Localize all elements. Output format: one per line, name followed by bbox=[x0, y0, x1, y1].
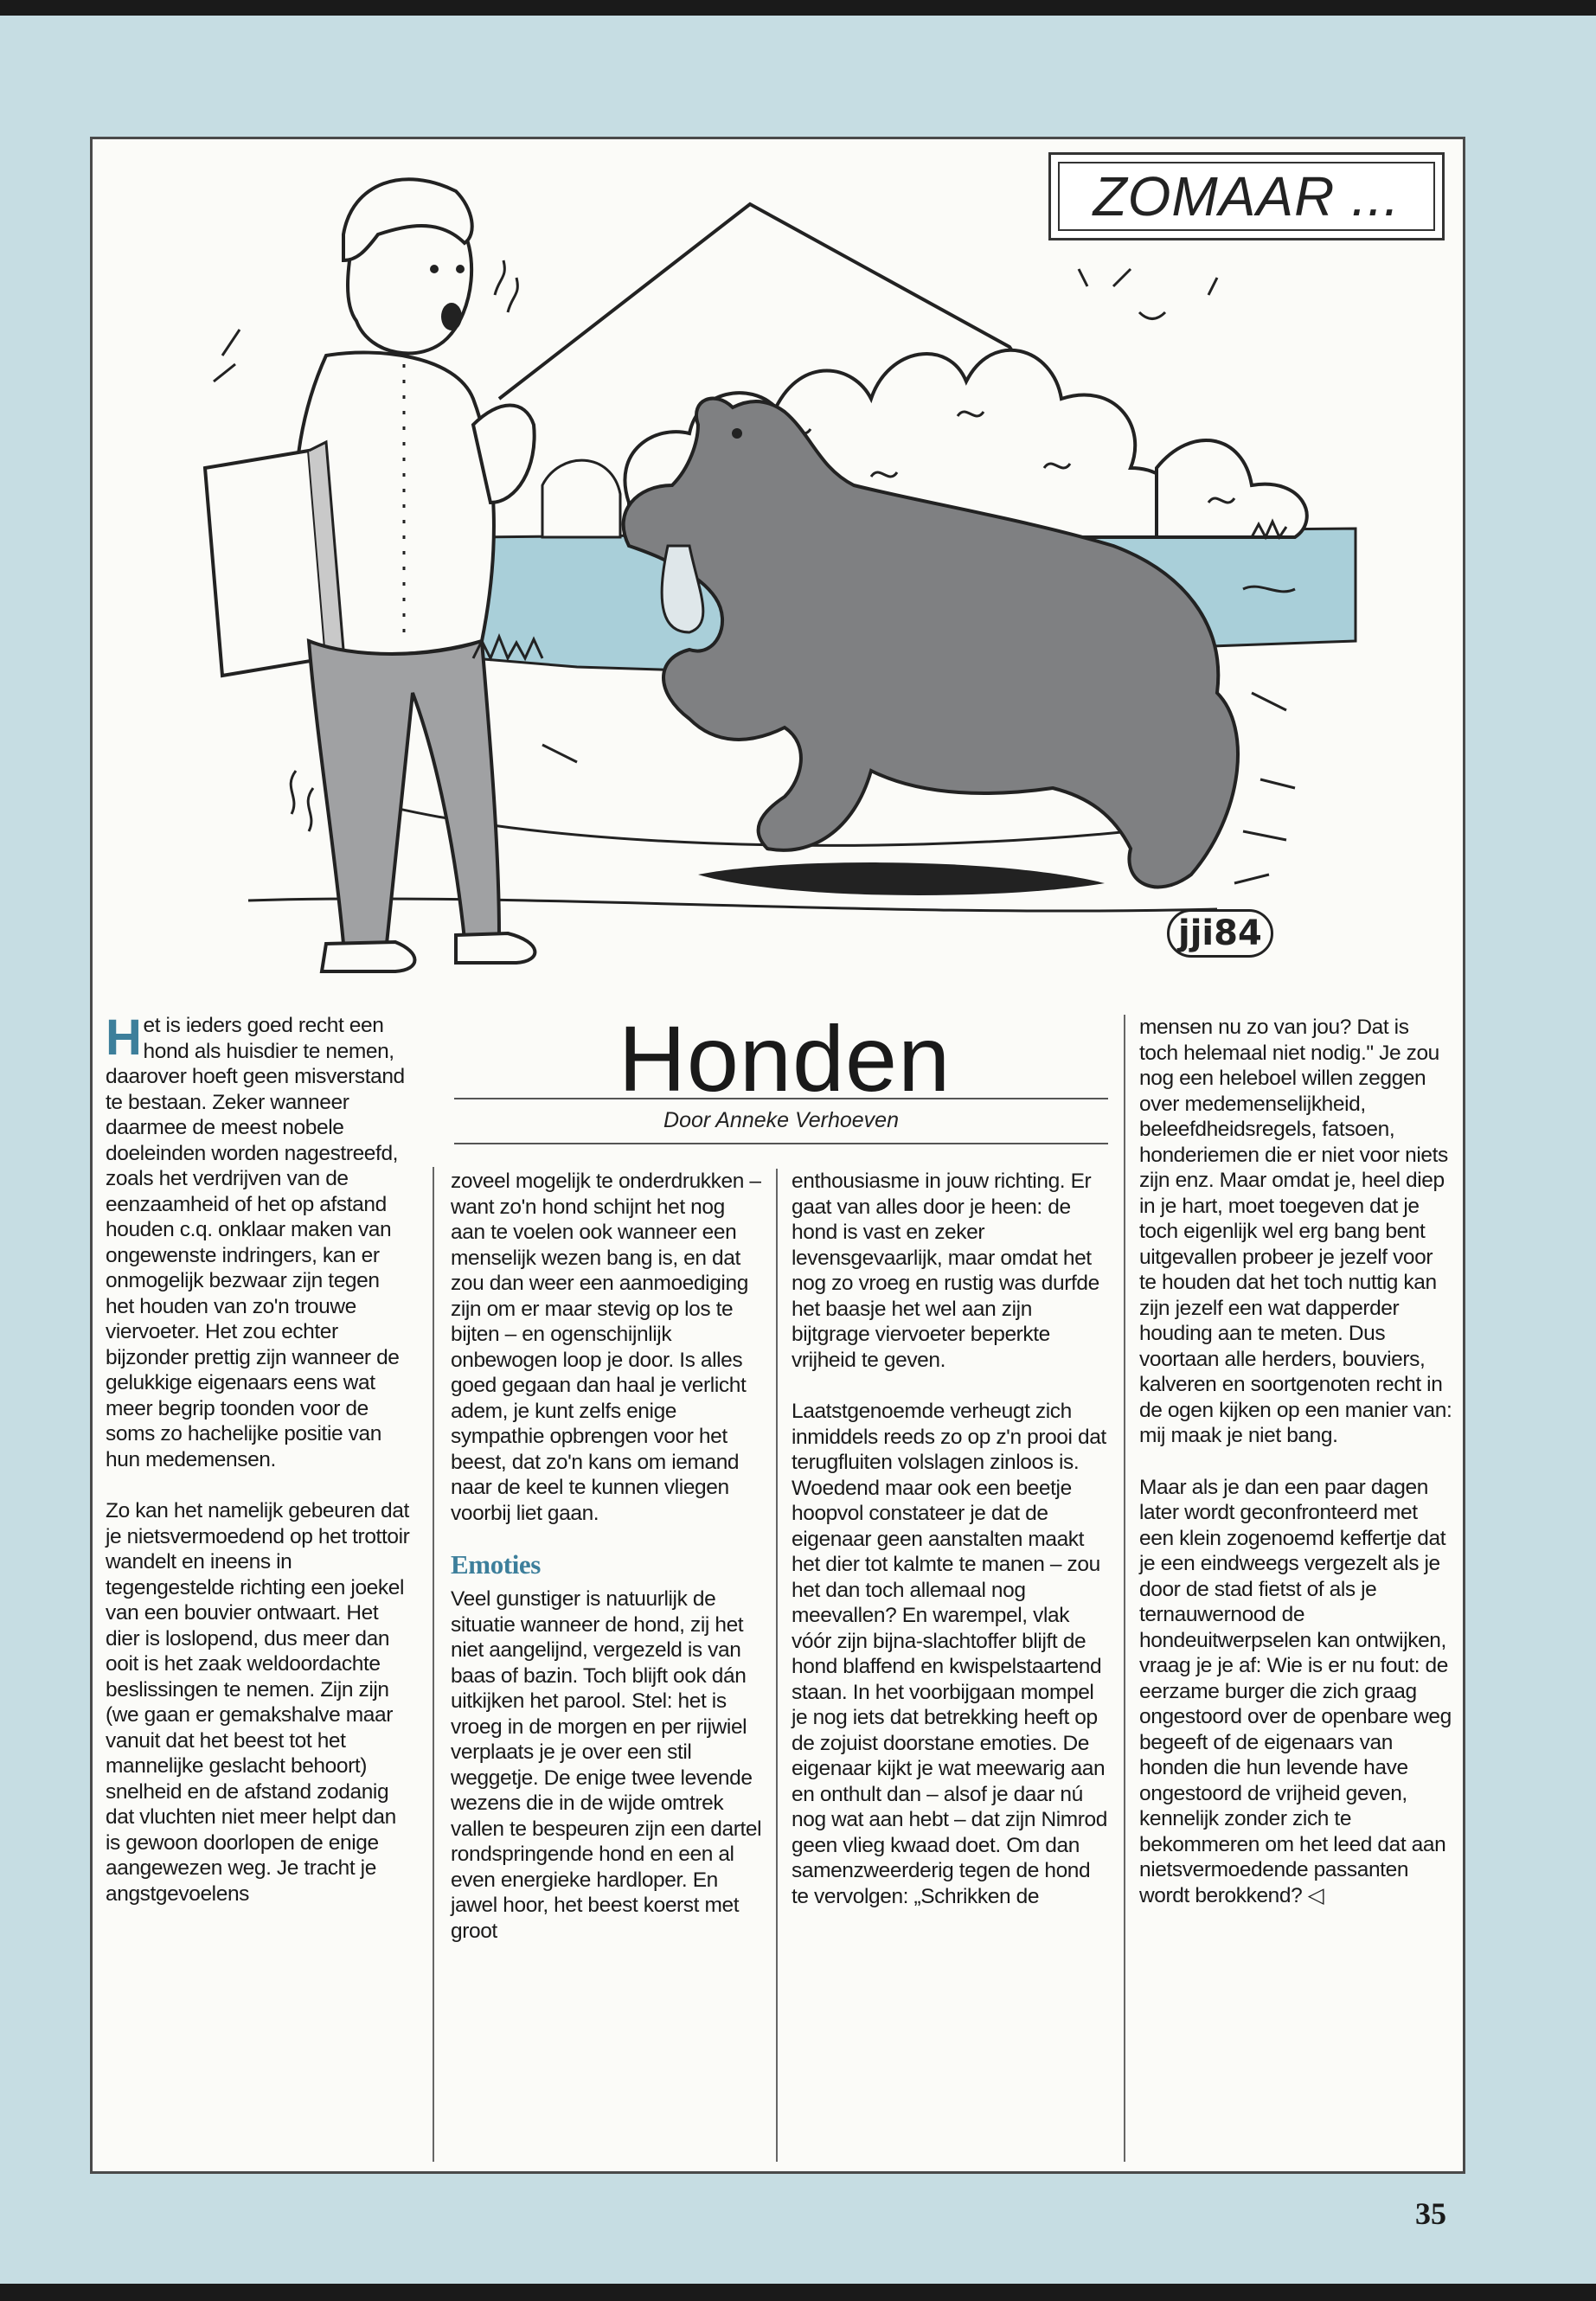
cartoon-illustration bbox=[93, 139, 1463, 1004]
article-byline: Door Anneke Verhoeven bbox=[663, 1108, 899, 1132]
paragraph: Maar als je dan een paar dagen later wordt geconfronteerd met een klein zogenoemd keffertje dat je een eindweegs vergezelt als je door de stad fietst of als je ternauwernood de hondeuitwerpselen kan ontwijken, vraag je je af: Wie is er nu fout: de eerzame burger die zich graag ongestoord over de openbare weg begeeft of de eigenaars van honden die hun levende have ongestoord de vrijheid geven, kennelijk zonder zich te bekommeren om het leed dat aan nietsvermoedende passanten wordt berokkend? ◁ bbox=[1139, 1475, 1452, 1907]
paragraph bbox=[106, 1009, 413, 1472]
article-title: Honden bbox=[618, 1006, 952, 1111]
column-divider bbox=[776, 1169, 778, 2162]
article-column-2 bbox=[451, 1169, 762, 1944]
subheading: Emoties bbox=[451, 1549, 541, 1580]
column-divider bbox=[1124, 1015, 1125, 2162]
article-column-1 bbox=[106, 1009, 413, 1907]
paragraph: Laatstgenoemde verheugt zich inmiddels reeds zo op z'n prooi dat terugfluiten volslagen zinloos is. Woedend maar ook een beetje hoopvol constateer je dat de eigenaar geen aanstalten maakt het dier tot kalmte te manen – zou het dan toch allemaal nog meevallen? En warempel, vlak vóór zijn bijna-slachtoffer blijft de hond blaffend en kwispelstaartend staan. In het voorbijgaan mompel je nog iets dat betrekking heeft op de zojuist doorstane emoties. De eigenaar kijkt je wat meewarig aan en onthult dan – alsof je daar nú nog wat aan hebt – dat zijn Nimrod geen vlieg kwaad doet. Om dan samenzweerderig tegen de hond te vervolgen: „Schrikken de bbox=[792, 1400, 1108, 1908]
man-shoe-right bbox=[456, 933, 535, 963]
article-column-3 bbox=[792, 1169, 1110, 1909]
paragraph: zoveel mogelijk te onderdrukken – want zo'n hond schijnt het nog aan te voelen ook wanneer een menselijk wezen bang is, en dat zou dan weer een aanmoediging zijn om er maar stevig op los te bijten – en ogenschijnlijk onbewogen loop je door. Is alles goed gegaan dan haal je verlicht adem, je kunt zelfs enige sympathie opbrengen voor het beest, dat zo'n kans om iemand naar de keel te kunnen vliegen voorbij liet gaan. bbox=[451, 1170, 761, 1525]
paragraph: Veel gunstiger is natuurlijk de situatie wanneer de hond, zij het niet aangelijnd, vergezeld is van baas of bazin. Toch blijft ook dán uitkijken het parool. Stel: het is vroeg in de morgen en per rijwiel verplaats je je over een stil weggetje. De enige twee levende wezens die in de wijde omtrek vallen te bespeuren zijn een dartel rondspringende hond en een al even energieke hardloper. En jawel hoor, het beest koerst met groot bbox=[451, 1587, 762, 1943]
section-badge-label: ZOMAAR ... bbox=[1058, 162, 1435, 231]
title-rule-top bbox=[454, 1098, 1108, 1099]
man-shoe-left bbox=[322, 942, 415, 971]
drop-cap: H bbox=[106, 1009, 142, 1066]
paragraph: enthousiasme in jouw richting. Er gaat van alles door je heen: de hond is vast en zeker levensgevaarlijk, maar omdat het nog zo vroeg en rustig was durfde het baasje het wel aan zijn bijtgrage viervoeter beperkte vrijheid te geven. bbox=[792, 1170, 1099, 1372]
page-number: 35 bbox=[1415, 2196, 1446, 2231]
title-rule-bottom bbox=[454, 1143, 1108, 1144]
section-badge bbox=[1048, 152, 1445, 240]
paragraph: Zo kan het namelijk gebeuren dat je nietsvermoedend op het trottoir wandelt en ineens in tegengestelde richting een joekel van een bouvier ontwaart. Het dier is loslopend, dus meer dan ooit is het zaak weldoordachte beslissingen te nemen. Zijn zijn (we gaan er gemakshalve maar vanuit dat het beest tot het mannelijke geslacht behoort) snelheid en de afstand zodanig dat vluchten niet meer helpt dan is gewoon doorlopen de enige aangewezen weg. Je tracht je angstgevoelens bbox=[106, 1499, 410, 1906]
magazine-page bbox=[0, 16, 1596, 2284]
illustrator-signature: jji84 bbox=[1167, 909, 1273, 958]
paragraph-text: et is ieders goed recht een hond als huisdier te nemen, daarover hoeft geen misverstand te bestaan. Zeker wanneer daarmee de meest nobele doeleinden worden nagestreefd, zoals het verdrijven van de eenzaamheid of het op afstand houden c.q. onklaar maken van ongewenste indringers, kan er onmogelijk bezwaar zijn tegen het houden van zo'n trouwe viervoeter. Het zou echter bijzonder prettig zijn wanneer de gelukkige eigenaars eens wat meer begrip toonden voor de soms zo hachelijke positie van hun medemensen. bbox=[106, 1014, 405, 1471]
article-frame bbox=[90, 137, 1465, 2174]
dog-shadow bbox=[698, 862, 1105, 895]
article-column-4 bbox=[1139, 1015, 1452, 1908]
paragraph: mensen nu zo van jou? Dat is toch helemaal niet nodig." Je zou nog een heleboel willen zeggen over medemenselijkheid, beleefdheidsregels, fatsoen, honderiemen die er niet voor niets zijn enz. Maar omdat je, heel diep in je hart, moet toegeven dat je toch eigenlijk wel erg bang bent uitgevallen probeer je jezelf voor te houden dat het toch nuttig kan zijn jezelf een wat dapperder houding aan te meten. Dus voortaan alle herders, bouviers, kalveren en soortgenoten recht in de ogen kijken op een manier van: mij maak je niet bang. bbox=[1139, 1016, 1452, 1447]
column-divider bbox=[433, 1167, 434, 2162]
